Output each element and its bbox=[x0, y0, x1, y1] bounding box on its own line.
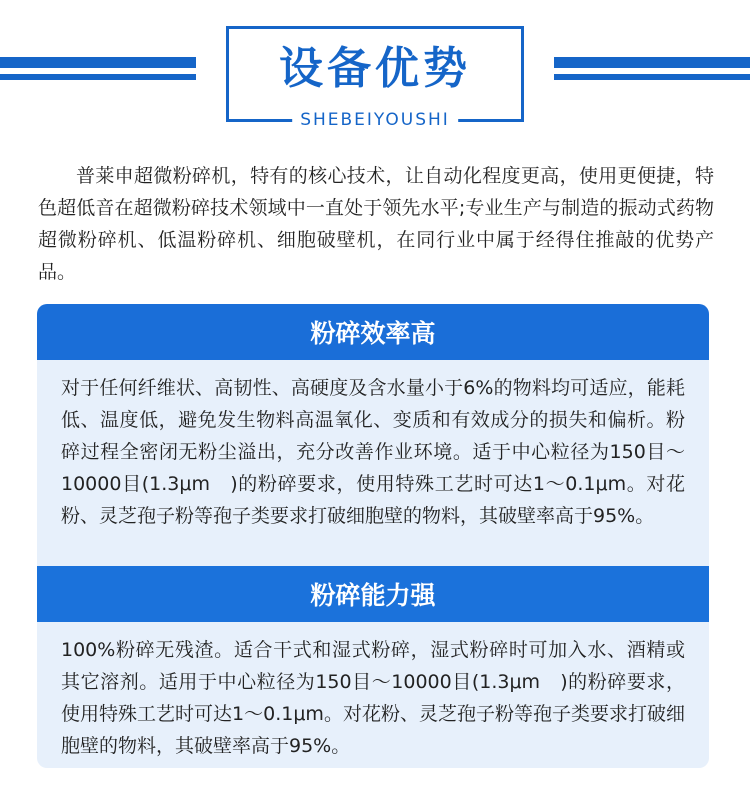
right-stripe-thick bbox=[554, 57, 750, 68]
title-box bbox=[226, 26, 524, 130]
page-title: 设备优势 bbox=[279, 43, 471, 94]
feature-body: 对于任何纤维状、高韧性、高硬度及含水量小于6%的物料均可适应，能耗低、温度低，避免发生物料高温氧化、变质和有效成分的损失和偏析。粉碎过程全密闭无粉尘溢出，充分改善作业环境。适于中心粒径为150目～10000目(1.3μm )的粉碎要求，使用特殊工艺时可达1～0.1μm。对花粉、灵芝孢子粉等孢子类要求打破细胞壁的物料，其破壁率高于95%。 bbox=[61, 377, 685, 527]
feature-card-capacity bbox=[37, 566, 709, 768]
page-subtitle: SHEBEIYOUSHI bbox=[292, 109, 458, 131]
left-stripe-thin bbox=[0, 74, 196, 80]
feature-body: 100%粉碎无残渣。适合干式和湿式粉碎，湿式粉碎时可加入水、酒精或其它溶剂。适用于中心粒径为150目～10000目(1.3μm )的粉碎要求，使用特殊工艺时可达1～0.1μm。对花粉、灵芝孢子粉等孢子类要求打破细胞壁的物料，其破壁率高于95%。 bbox=[61, 639, 685, 757]
section-header bbox=[0, 0, 750, 140]
right-stripe-thin bbox=[554, 74, 750, 80]
feature-heading: 粉碎能力强 bbox=[37, 566, 709, 622]
feature-heading: 粉碎效率高 bbox=[37, 304, 709, 360]
feature-card-efficiency bbox=[37, 304, 709, 566]
left-stripe-thick bbox=[0, 57, 196, 68]
intro-paragraph: 普莱申超微粉碎机，特有的核心技术，让自动化程度更高，使用更便捷，特色超低音在超微粉碎技术领域中一直处于领先水平;专业生产与制造的振动式药物超微粉碎机、低温粉碎机、细胞破壁机，在同行业中属于经得住推敲的优势产品。 bbox=[38, 165, 714, 283]
